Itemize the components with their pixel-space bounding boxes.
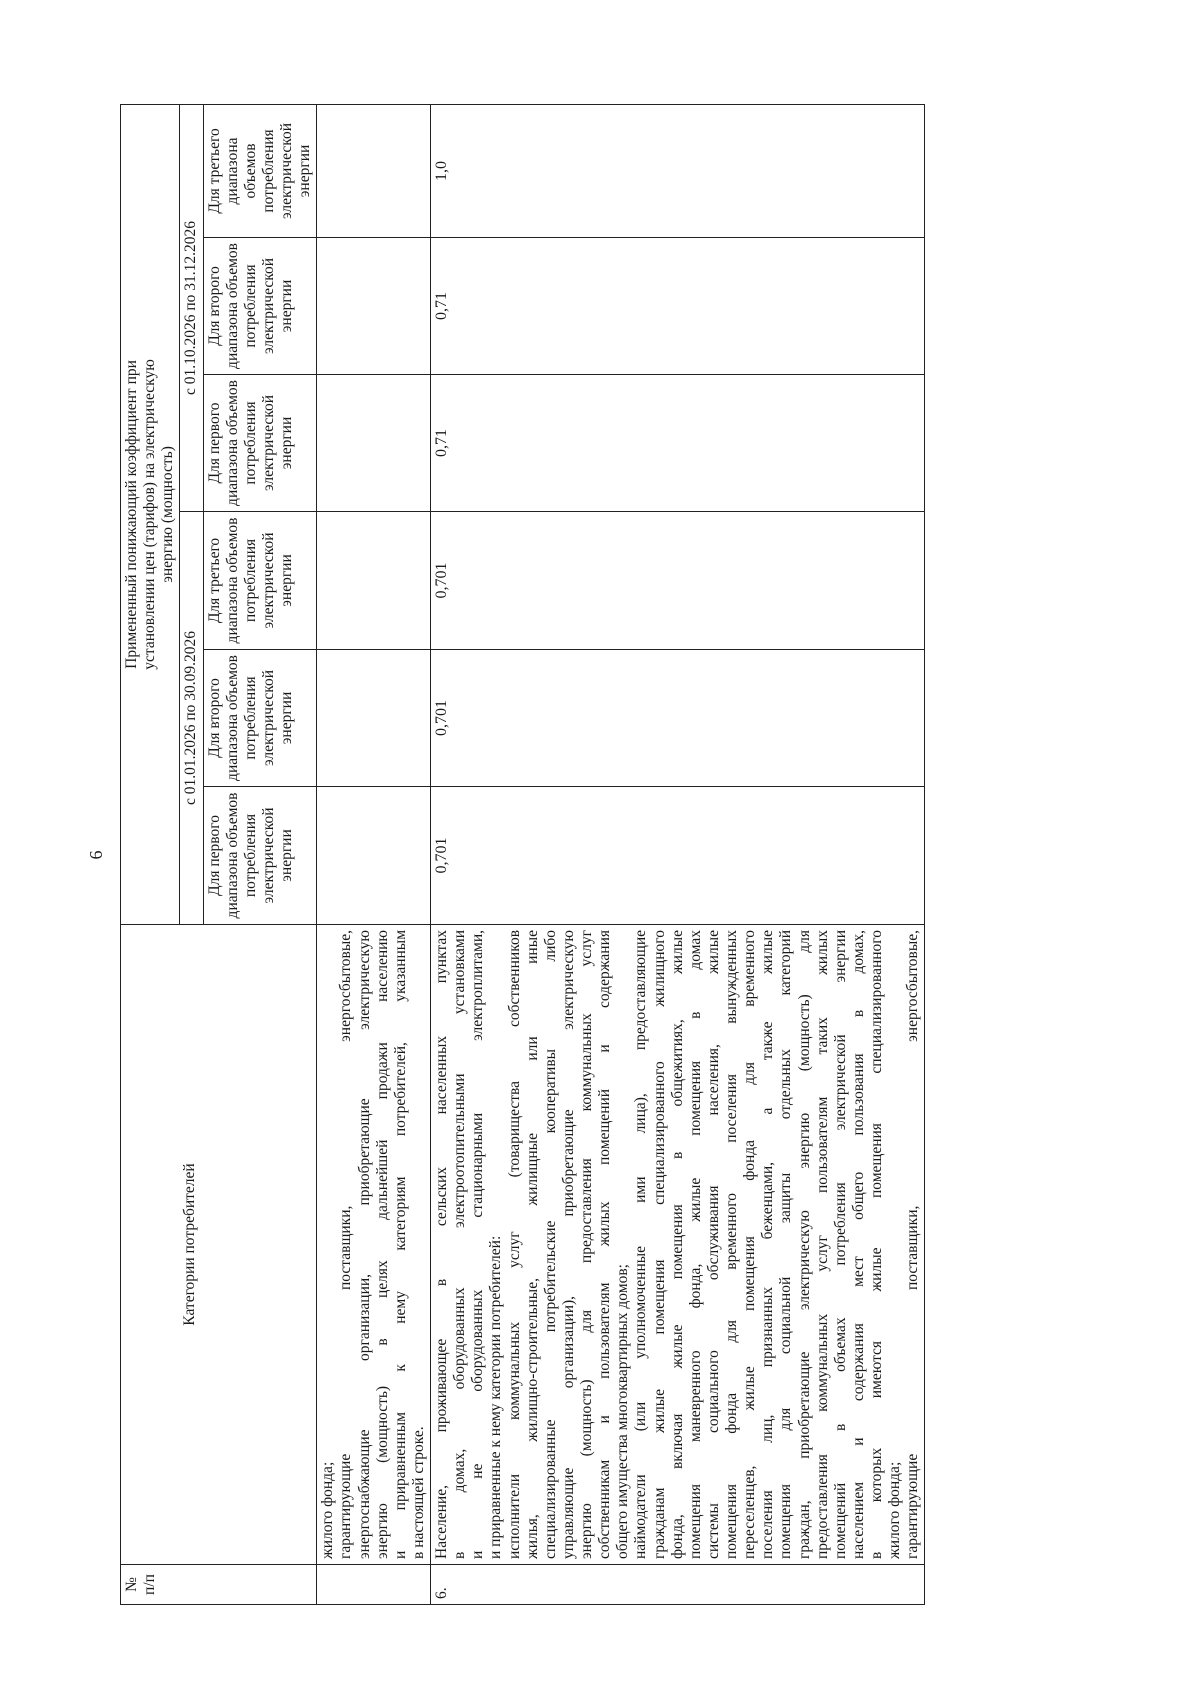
category-line: гарантирующие поставщики, энергосбытовые, <box>904 929 922 1559</box>
row-category-text <box>317 924 431 1564</box>
coefficient-table <box>120 104 925 1605</box>
category-line: граждан, приобретающие электрическую энергию (мощность) для <box>795 929 813 1559</box>
category-line: энергию (мощность) в целях дальнейшей продажи населению <box>373 929 391 1559</box>
category-line: управляющие организации), приобретающие электрическую <box>559 929 577 1559</box>
header-range-3 <box>203 511 317 649</box>
row-number <box>317 1565 431 1605</box>
category-line: в которых имеются жилые помещения специализированного <box>868 929 885 1559</box>
category-line: энергию (мощность) для предоставления коммунальных услуг <box>578 929 595 1559</box>
header-range-5 <box>203 237 317 374</box>
coefficient-value: 0,701 <box>431 649 925 786</box>
category-line: в настоящей строке. <box>409 1426 427 1559</box>
coefficient-value <box>317 786 431 924</box>
category-line: помещения фонда для временного поселения вынужденных <box>723 929 740 1559</box>
header-range-5-label: Для второго диапазона объемов потребления электрической энергии <box>205 243 295 369</box>
header-range-4-label: Для первого диапазона объемов потребления электрической энергии <box>205 380 295 506</box>
rotated-table-area <box>120 105 1070 1605</box>
coefficient-value <box>317 104 431 237</box>
row-number: 6. <box>431 1565 925 1605</box>
category-line: специализированные потребительские кооперативы либо <box>541 929 559 1559</box>
category-line: жилья, жилищно-строительные, жилищные или иные <box>523 929 541 1559</box>
header-coefficient-label: Примененный понижающий коэффициент при установлении цен (тарифов) на электрическую энергию (мощность) <box>123 359 177 670</box>
header-range-1 <box>203 786 317 924</box>
table-row <box>431 104 925 1604</box>
header-range-6 <box>203 104 317 237</box>
category-line: жилого фонда; <box>319 1461 337 1559</box>
category-line: системы социального обслуживания населения, жилые <box>704 929 722 1559</box>
row-category-text <box>431 924 925 1564</box>
coefficient-value: 0,701 <box>431 786 925 924</box>
category-line: в домах, оборудованных электроотопительными установками <box>451 929 469 1559</box>
header-num-col <box>121 1565 317 1605</box>
category-line: и приравненным к нему категориям потребителей, указанным <box>391 929 409 1559</box>
category-line: общего имущества многоквартирных домов; <box>614 1264 632 1559</box>
coefficient-value: 0,71 <box>431 237 925 374</box>
header-range-2-label: Для второго диапазона объемов потребления электрической энергии <box>205 655 295 781</box>
table-row <box>317 104 431 1604</box>
page-number: 6 <box>86 850 106 860</box>
category-line: помещения для социальной защиты отдельных категорий <box>777 929 795 1559</box>
category-line: гражданам жилые помещения специализированного жилищного <box>650 929 668 1559</box>
header-category-col <box>121 924 317 1564</box>
header-period-1-label: с 01.01.2026 по 30.09.2026 <box>182 630 200 806</box>
coefficient-value: 0,701 <box>431 511 925 649</box>
header-period-1 <box>180 511 203 924</box>
header-range-6-label: Для третьего диапазона объемов потребления электрической энергии <box>205 122 314 219</box>
category-line: Население, проживающее в сельских населенных пунктах <box>433 929 450 1559</box>
header-range-1-label: Для первого диапазона объемов потребления электрической энергии <box>205 792 295 919</box>
category-line: собственникам и пользователям жилых помещений и содержания <box>596 929 614 1559</box>
header-range-4 <box>203 374 317 511</box>
coefficient-value <box>317 649 431 786</box>
category-line: наймодатели (или уполномоченные ими лица), предоставляющие <box>632 929 650 1559</box>
category-line: и не оборудованных стационарными электроплитами, <box>469 929 487 1559</box>
category-line: помещений в объемах потребления электрической энергии <box>831 929 849 1559</box>
header-period-2 <box>180 104 203 511</box>
category-line: предоставления коммунальных услуг пользователям таких жилых <box>813 929 831 1559</box>
category-line: помещения маневренного фонда, жилые помещения в домах <box>686 929 704 1559</box>
header-num-label: № п/п <box>123 1574 159 1595</box>
coefficient-value <box>317 237 431 374</box>
category-line: энергоснабжающие организации, приобретающие электрическую <box>355 929 373 1559</box>
category-line: переселенцев, жилые помещения фонда для временного <box>741 929 759 1559</box>
coefficient-value: 1,0 <box>431 104 925 237</box>
category-line: жилого фонда; <box>886 1461 904 1559</box>
coefficient-value: 0,71 <box>431 374 925 511</box>
coefficient-value <box>317 511 431 649</box>
header-range-3-label: Для третьего диапазона объемов потребления электрической энергии <box>205 517 295 644</box>
category-line: и приравненные к нему категории потребителей: <box>487 1235 505 1559</box>
category-line: исполнители коммунальных услуг (товарищества собственников <box>505 929 523 1559</box>
category-line: населением и содержания мест общего пользования в домах, <box>849 929 867 1559</box>
header-category-label: Категории потребителей <box>181 1163 198 1326</box>
category-line: гарантирующие поставщики, энергосбытовые, <box>337 929 355 1559</box>
header-range-2 <box>203 649 317 786</box>
header-coefficient <box>121 104 180 924</box>
category-line: поселения лиц, признанных беженцами, а также жилые <box>759 929 777 1559</box>
header-period-2-label: с 01.10.2026 по 31.12.2026 <box>182 220 200 395</box>
coefficient-value <box>317 374 431 511</box>
category-line: фонда, включая жилые помещения в общежитиях, жилые <box>668 929 686 1559</box>
